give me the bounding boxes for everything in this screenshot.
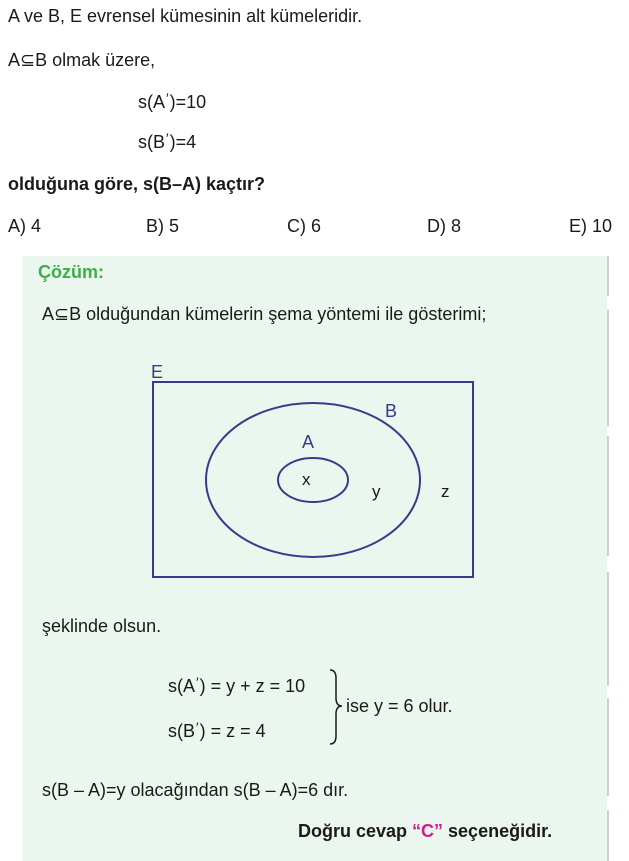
brace-result: ise y = 6 olur.	[346, 696, 453, 716]
equation-1	[168, 676, 305, 697]
set-b-symbol: B	[69, 304, 82, 324]
region-b-only-label: y	[372, 482, 381, 501]
set-b-label: B	[385, 401, 398, 421]
set-a-symbol: A	[8, 50, 21, 70]
prime-mark: ′	[166, 130, 169, 146]
condition-1-left: s(A	[138, 92, 165, 112]
choice-b[interactable]: B) 5	[146, 216, 180, 236]
choice-e[interactable]: E) 10	[569, 216, 613, 236]
solution-title: Çözüm:	[38, 262, 104, 282]
set-b-ellipse	[206, 403, 420, 557]
condition-1-right: )=10	[169, 92, 207, 112]
answer-line	[298, 821, 552, 842]
set-a-label: A	[302, 432, 315, 452]
conclusion: s(B – A)=y olacağından s(B – A)=6 dır.	[42, 780, 349, 800]
solution-intro-text: olduğundan kümelerin şema yöntemi ile gösterimi;	[81, 304, 487, 324]
choice-a[interactable]: A) 4	[8, 216, 42, 236]
question-ask: olduğuna göre, s(B–A) kaçtır?	[8, 174, 266, 194]
set-a-symbol: A	[42, 304, 55, 324]
right-brace	[326, 668, 346, 748]
answer-prefix: Doğru cevap	[298, 821, 413, 841]
equation-1-left: s(A	[168, 676, 195, 696]
choice-d[interactable]: D) 8	[427, 216, 462, 236]
universal-set-rect	[153, 382, 473, 577]
answer-suffix: seçeneğidir.	[443, 821, 553, 841]
equation-2-left: s(B	[168, 721, 195, 741]
region-a-label: x	[302, 470, 311, 489]
subset-symbol: ⊆	[54, 304, 70, 324]
universal-set-label: E	[151, 362, 164, 382]
equation-2-right: ) = z = 4	[199, 721, 266, 741]
prime-mark: ′	[196, 719, 199, 735]
set-a-ellipse	[278, 458, 348, 502]
answer-choice: “C”	[412, 821, 444, 841]
subset-symbol: ⊆	[20, 50, 36, 70]
choice-c[interactable]: C) 6	[287, 216, 322, 236]
condition-2-left: s(B	[138, 132, 165, 152]
prime-mark: ′	[166, 90, 169, 106]
after-diagram-text: şeklinde olsun.	[42, 616, 162, 636]
question-line-1: A ve B, E evrensel kümesinin alt kümeleridir.	[8, 6, 363, 26]
prime-mark: ′	[196, 674, 199, 690]
set-b-symbol: B	[35, 50, 48, 70]
condition-2-right: )=4	[169, 132, 197, 152]
equation-2	[168, 721, 266, 742]
question-line-2-text: olmak üzere,	[47, 50, 156, 70]
region-outside-label: z	[441, 482, 450, 501]
equation-1-right: ) = y + z = 10	[199, 676, 306, 696]
